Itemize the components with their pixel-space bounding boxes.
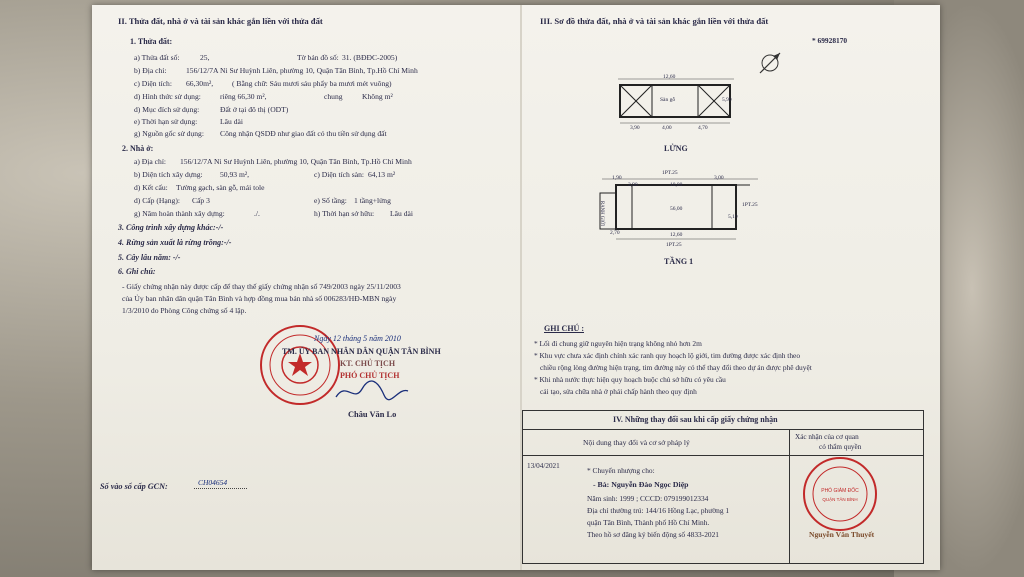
f1-dim-top-1: 1,90 xyxy=(612,175,622,181)
f1-dim-top-2: 2,90 xyxy=(628,182,638,188)
note-item-2: * Khu vực chưa xác định chính xác ranh quy hoạch lộ giới, tim đường được xác định theo xyxy=(534,351,801,360)
mezz-label: LỬNG xyxy=(664,144,688,153)
f1-dim-top-3: 10,00 xyxy=(670,182,683,188)
stamp-org: QUẬN TÂN BÌNH xyxy=(822,497,858,502)
stamp-ring-icon xyxy=(805,459,875,529)
col-approval-header-2: có thẩm quyền xyxy=(819,443,862,451)
area-label: c) Diện tích: xyxy=(134,79,172,88)
h-own-label: h) Thời hạn sở hữu: xyxy=(314,209,375,218)
h-address: 156/12/7A Ni Sư Huỳnh Liên, phường 10, Quận Tân Bình, Tp.Hồ Chí Minh xyxy=(180,157,412,166)
changes-table-title: IV. Những thay đổi sau khi cấp giấy chứng nhận xyxy=(613,415,778,424)
signer-org: TM. ỦY BAN NHÂN DÂN QUẬN TÂN BÌNH xyxy=(282,347,441,356)
address: 156/12/7A Ni Sư Huỳnh Liên, phường 10, Quận Tân Bình, Tp.Hồ Chí Minh xyxy=(186,66,418,75)
entry-line-6: Theo hồ sơ đăng ký biến động số 4833-2021 xyxy=(587,530,719,539)
col-approval-header-1: Xác nhận của cơ quan xyxy=(795,433,859,441)
use-form-label: d) Hình thức sử dụng: xyxy=(134,92,201,101)
notes-title: GHI CHÚ : xyxy=(544,324,584,333)
land-header: 1. Thửa đất: xyxy=(130,37,173,46)
h-stories: 1 tầng+lửng xyxy=(354,196,391,205)
area-words: ( Bằng chữ: Sáu mươi sáu phẩy ba mươi mét vuông) xyxy=(232,79,392,88)
plot-no-label: a) Thửa đất số: xyxy=(134,53,180,62)
date-line: Ngày 12 tháng 5 năm 2010 xyxy=(314,334,401,343)
use-form: riêng 66,30 m², xyxy=(220,92,267,101)
item-5: 5. Cây lâu năm: -/- xyxy=(118,253,181,262)
f1-dim-top-4: 3,00 xyxy=(714,175,724,181)
item-3: 3. Công trình xây dựng khác:-/- xyxy=(118,223,224,232)
column-divider xyxy=(789,429,790,563)
purpose: Đất ở tại đô thị (ODT) xyxy=(220,105,289,114)
entry-line-1: * Chuyển nhượng cho: xyxy=(587,466,655,475)
common-value: Không m² xyxy=(362,92,393,101)
north-arrow-icon xyxy=(754,47,786,75)
term-label: e) Thời hạn sử dụng: xyxy=(134,117,198,126)
h-year: ./. xyxy=(254,209,260,218)
origin-label: g) Nguồn gốc sử dụng: xyxy=(134,129,204,138)
area: 66,30m², xyxy=(186,79,214,88)
certificate-sheet xyxy=(92,5,940,570)
h-build: 50,93 m², xyxy=(220,170,250,179)
note-line-3: 1/3/2010 do Phòng Công chứng số 4 lập. xyxy=(122,306,247,315)
mezz-top-dim: 12,60 xyxy=(663,74,676,80)
note-item-5: cải tạo, sửa chữa nhà ở phải chấp hành theo quy định xyxy=(540,387,697,396)
note-item-1: * Lối đi chung giữ nguyên hiện trạng không nhỏ hơn 2m xyxy=(534,339,702,348)
mezz-dim-bottom-2: 4,00 xyxy=(662,125,672,131)
item-6: 6. Ghi chú: xyxy=(118,267,156,276)
changes-table xyxy=(522,410,924,564)
signer-title-1: KT. CHỦ TỊCH xyxy=(340,359,396,368)
address-label: b) Địa chỉ: xyxy=(134,66,167,75)
entry-line-3: Năm sinh: 1999 ; CCCD: 079199012334 xyxy=(587,494,709,503)
mezz-room: Sàn gỗ xyxy=(660,97,676,103)
h-grade-label: d) Cấp (Hạng): xyxy=(134,196,180,205)
stamp-title: PHÓ GIÁM ĐỐC xyxy=(821,488,859,494)
map-label: Tờ bản đồ số: xyxy=(297,53,339,62)
f1-side: 5,10 xyxy=(728,214,738,220)
approval-stamp xyxy=(803,457,877,531)
note-item-3: chiều rộng lòng đường hiện trạng, tim đường này có thể thay đổi theo dự án được phê duyệt xyxy=(540,363,812,372)
floor1-label: TẦNG 1 xyxy=(664,257,694,266)
h-grade: Cấp 3 xyxy=(192,196,210,205)
entry-line-5: quận Tân Bình, Thành phố Hồ Chí Minh. xyxy=(587,518,710,527)
h-struct: Tường gạch, sàn gỗ, mái tole xyxy=(176,183,265,192)
entry-date: 13/04/2021 xyxy=(527,462,560,470)
entry-line-2: - Bà: Nguyễn Đào Ngọc Diệp xyxy=(593,480,689,489)
h-year-label: g) Năm hoàn thành xây dựng: xyxy=(134,209,225,218)
note-line-1: - Giấy chứng nhận này được cấp để thay thế giấy chứng nhận số 749/2003 ngày 25/11/2003 xyxy=(122,282,401,291)
registry-label: Số vào sổ cấp GCN: xyxy=(100,482,168,491)
h-own: Lâu dài xyxy=(390,209,413,218)
note-line-2: của Ủy ban nhân dân quận Tân Bình và hợp đồng mua bán nhà số 006283/HĐ-MBN ngày xyxy=(122,294,397,303)
section-ii-title: II. Thửa đất, nhà ở và tài sản khác gắn liền với thửa đất xyxy=(118,16,323,26)
map-value: 31. (BĐĐC-2005) xyxy=(342,53,398,62)
f1-label-1: 1PT.25 xyxy=(662,170,678,176)
h-address-label: a) Địa chỉ: xyxy=(134,157,167,166)
purpose-label: d) Mục đích sử dụng: xyxy=(134,105,200,114)
origin: Công nhận QSDĐ như giao đất có thu tiền sử dụng đất xyxy=(220,129,387,138)
entry-line-4: Địa chỉ thường trú: 144/16 Hồng Lạc, phường 1 xyxy=(587,506,730,515)
f1-label-2: 1PT.25 xyxy=(742,202,758,208)
signer-name: Châu Văn Lo xyxy=(348,410,397,419)
registry-value: CH04654 xyxy=(194,479,247,489)
serial-number: * 69928170 xyxy=(812,36,848,45)
term: Lâu dài xyxy=(220,117,243,126)
section-iii-title: III. Sơ đồ thửa đất, nhà ở và tài sản khác gắn liền với thửa đất xyxy=(540,16,769,26)
plot-no: 25, xyxy=(200,53,210,62)
f1-bottom-dim-2: 12,60 xyxy=(670,232,683,238)
house-header: 2. Nhà ở: xyxy=(122,144,154,153)
f1-bottom-dim-1: 2,70 xyxy=(610,230,620,236)
common-label: chung xyxy=(324,92,343,101)
signature-scribble xyxy=(332,377,412,405)
item-4: 4. Rừng sản xuất là rừng trồng:-/- xyxy=(118,238,232,247)
f1-left-label: RANH GIỚI xyxy=(598,201,604,226)
f1-label-3: 1PT.25 xyxy=(666,242,682,248)
h-floor: 64,13 m² xyxy=(368,170,396,179)
approver-name: Nguyễn Văn Thuyết xyxy=(809,530,875,539)
mezz-side: 5,90 xyxy=(722,97,732,103)
note-item-4: * Khi nhà nước thực hiện quy hoạch buộc chủ sở hữu có yêu cầu xyxy=(534,375,726,384)
changes-table-header xyxy=(523,411,923,430)
h-floor-label: c) Diện tích sàn: xyxy=(314,170,364,179)
mezz-dim-bottom-1: 3,90 xyxy=(630,125,640,131)
h-struct-label: d) Kết cấu: xyxy=(134,183,168,192)
f1-center: 56,00 xyxy=(670,206,683,212)
h-stories-label: e) Số tầng: xyxy=(314,196,347,205)
signer-title-2: PHÓ CHỦ TỊCH xyxy=(340,371,400,380)
mezz-dim-bottom-3: 4,70 xyxy=(698,125,708,131)
col-content-header: Nội dung thay đổi và cơ sở pháp lý xyxy=(583,438,690,447)
h-build-label: b) Diện tích xây dựng: xyxy=(134,170,203,179)
